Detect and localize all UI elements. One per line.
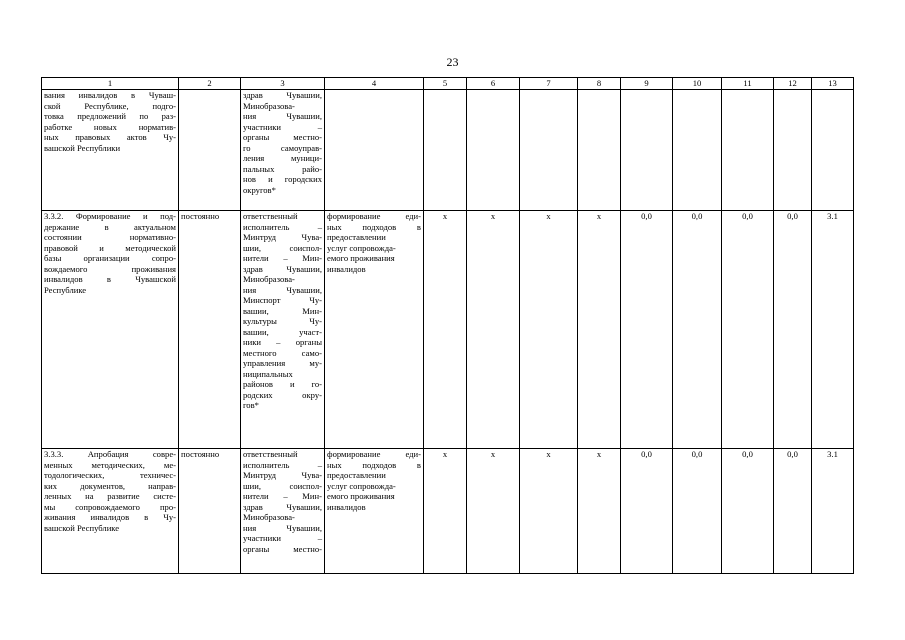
column-number-1: 1 bbox=[42, 78, 179, 90]
executors-line: управления му- bbox=[243, 358, 322, 368]
executors-line: ниципальных bbox=[243, 368, 293, 379]
event-description-line: Республике bbox=[44, 284, 87, 295]
deadline-cell: постоянно bbox=[179, 449, 241, 574]
value-cell-col-11: 0,0 bbox=[722, 449, 774, 574]
value-cell-col-6: х bbox=[467, 449, 520, 574]
executors-line: округов* bbox=[243, 184, 276, 195]
executors-line: нители – Мин- bbox=[243, 491, 322, 501]
event-description-line: состоянии нормативно- bbox=[44, 232, 176, 242]
executors-cell bbox=[241, 211, 325, 449]
page-number: 23 bbox=[446, 55, 459, 69]
column-number-10: 10 bbox=[673, 78, 722, 90]
event-description-cell bbox=[42, 90, 179, 211]
value-cell-col-13: 3.1 bbox=[812, 449, 854, 574]
executors-line: ответственный bbox=[243, 211, 298, 221]
executors-line: родских окру- bbox=[243, 389, 322, 400]
expected-result-line: ных подходов в bbox=[327, 459, 421, 470]
value-cell-col-13: 3.1 bbox=[812, 211, 854, 449]
event-description-line: 3.3.2. Формирование и под- bbox=[44, 211, 176, 221]
event-description-line: ных правовых актов Чу- bbox=[44, 132, 176, 142]
executors-line: участники – bbox=[243, 121, 322, 132]
event-description-line: живания инвалидов в Чу- bbox=[44, 512, 176, 522]
column-number-4: 4 bbox=[325, 78, 424, 90]
value-cell-col-8: х bbox=[578, 449, 621, 574]
value-cell-col-5: х bbox=[424, 211, 467, 449]
executors-line: ния Чувашии, bbox=[243, 522, 322, 533]
event-description-cell bbox=[42, 211, 179, 449]
executors-cell bbox=[241, 90, 325, 211]
expected-result-line: предоставлении bbox=[327, 470, 386, 480]
column-number-2: 2 bbox=[179, 78, 241, 90]
value-cell-col-12: 0,0 bbox=[774, 211, 812, 449]
executors-line: здрав Чувашии, bbox=[243, 263, 322, 274]
executors-line: органы местно- bbox=[243, 543, 322, 554]
value-cell-col-12 bbox=[774, 90, 812, 211]
executors-line: участники – bbox=[243, 533, 322, 543]
event-description-line: инвалидов в Чувашской bbox=[44, 274, 176, 284]
executors-line: го самоуправ- bbox=[243, 142, 322, 153]
event-description-line: вашской Республики bbox=[44, 142, 121, 153]
expected-result-line: формирование еди- bbox=[327, 449, 421, 459]
expected-result-line: услуг сопровожда- bbox=[327, 480, 396, 491]
executors-line: Минтруд Чува- bbox=[243, 232, 322, 242]
value-cell-col-8 bbox=[578, 90, 621, 211]
deadline-cell: постоянно bbox=[179, 211, 241, 449]
column-number-13: 13 bbox=[812, 78, 854, 90]
executors-line: шии, соиспол- bbox=[243, 480, 322, 491]
executors-line: культуры Чу- bbox=[243, 316, 322, 326]
executors-line: здрав Чувашии, bbox=[243, 501, 322, 512]
column-number-8: 8 bbox=[578, 78, 621, 90]
table-row bbox=[42, 211, 854, 449]
executors-line: ния Чувашии, bbox=[243, 111, 322, 121]
expected-result-line: ных подходов в bbox=[327, 221, 421, 232]
expected-result-cell bbox=[325, 90, 424, 211]
value-cell-col-8: х bbox=[578, 211, 621, 449]
event-description-line: работке новых норматив- bbox=[44, 121, 176, 132]
executors-line: здрав Чувашии, bbox=[243, 90, 322, 100]
executors-line: исполнитель – bbox=[243, 459, 322, 470]
executors-line: гов* bbox=[243, 400, 259, 410]
event-description-line: базы организации сопро- bbox=[44, 253, 176, 263]
deadline-cell bbox=[179, 90, 241, 211]
value-cell-col-9: 0,0 bbox=[621, 211, 673, 449]
executors-line: нители – Мин- bbox=[243, 253, 322, 263]
value-cell-col-11 bbox=[722, 90, 774, 211]
executors-line: органы местно- bbox=[243, 132, 322, 142]
table-row bbox=[42, 449, 854, 574]
value-cell-col-12: 0,0 bbox=[774, 449, 812, 574]
executors-line: Минобразова- bbox=[243, 274, 295, 284]
executors-line: ния Чувашии, bbox=[243, 284, 322, 295]
value-cell-col-10: 0,0 bbox=[673, 449, 722, 574]
value-cell-col-7 bbox=[520, 90, 578, 211]
event-description-line: держание в актуальном bbox=[44, 221, 176, 232]
value-cell-col-10 bbox=[673, 90, 722, 211]
column-number-5: 5 bbox=[424, 78, 467, 90]
event-description-line: менных методических, ме- bbox=[44, 459, 176, 470]
event-description-line: ленных на развитие систе- bbox=[44, 491, 176, 501]
program-table bbox=[41, 77, 854, 574]
executors-line: Минобразова- bbox=[243, 512, 295, 522]
expected-result-line: инвалидов bbox=[327, 263, 366, 274]
executors-line: местного само- bbox=[243, 347, 322, 358]
executors-cell bbox=[241, 449, 325, 574]
table-row bbox=[42, 90, 854, 211]
executors-line: пальных райо- bbox=[243, 163, 322, 174]
value-cell-col-5 bbox=[424, 90, 467, 211]
expected-result-cell bbox=[325, 449, 424, 574]
executors-line: шии, соиспол- bbox=[243, 242, 322, 253]
event-description-line: 3.3.3. Апробация совре- bbox=[44, 449, 176, 459]
event-description-line: правовой и методической bbox=[44, 242, 176, 253]
event-description-line: ской Республике, подго- bbox=[44, 100, 176, 111]
expected-result-line: емого проживания bbox=[327, 253, 395, 263]
event-description-cell bbox=[42, 449, 179, 574]
event-description-line: ких документов, направ- bbox=[44, 480, 176, 491]
expected-result-line: инвалидов bbox=[327, 501, 366, 512]
column-numbers-row bbox=[42, 78, 854, 90]
column-number-12: 12 bbox=[774, 78, 812, 90]
executors-line: вашии, участ- bbox=[243, 326, 322, 337]
expected-result-cell bbox=[325, 211, 424, 449]
event-description-line: тодологических, техничес- bbox=[44, 470, 176, 480]
event-description-line: вашской Республике bbox=[44, 522, 120, 533]
executors-line: ники – органы bbox=[243, 337, 322, 347]
value-cell-col-7: х bbox=[520, 211, 578, 449]
executors-line: ления муници- bbox=[243, 153, 322, 163]
value-cell-col-9 bbox=[621, 90, 673, 211]
value-cell-col-11: 0,0 bbox=[722, 211, 774, 449]
column-number-3: 3 bbox=[241, 78, 325, 90]
executors-line: вашии, Мин- bbox=[243, 305, 322, 316]
event-description-line: мы сопровождаемого про- bbox=[44, 501, 176, 512]
column-number-9: 9 bbox=[621, 78, 673, 90]
column-number-6: 6 bbox=[467, 78, 520, 90]
value-cell-col-5: х bbox=[424, 449, 467, 574]
executors-line: Минтруд Чува- bbox=[243, 470, 322, 480]
value-cell-col-13 bbox=[812, 90, 854, 211]
expected-result-line: услуг сопровожда- bbox=[327, 242, 396, 253]
value-cell-col-6: х bbox=[467, 211, 520, 449]
executors-line: Минобразова- bbox=[243, 100, 295, 111]
executors-line: Минспорт Чу- bbox=[243, 295, 322, 305]
value-cell-col-6 bbox=[467, 90, 520, 211]
event-description-line: вания инвалидов в Чуваш- bbox=[44, 90, 176, 100]
value-cell-col-9: 0,0 bbox=[621, 449, 673, 574]
event-description-line: товка предложений по раз- bbox=[44, 111, 176, 121]
executors-line: нов и городских bbox=[243, 174, 322, 184]
executors-line: районов и го- bbox=[243, 379, 322, 389]
column-number-7: 7 bbox=[520, 78, 578, 90]
column-number-11: 11 bbox=[722, 78, 774, 90]
executors-line: ответственный bbox=[243, 449, 298, 459]
executors-line: исполнитель – bbox=[243, 221, 322, 232]
expected-result-line: формирование еди- bbox=[327, 211, 421, 221]
expected-result-line: предоставлении bbox=[327, 232, 386, 242]
value-cell-col-7: х bbox=[520, 449, 578, 574]
event-description-line: вождаемого проживания bbox=[44, 263, 176, 274]
expected-result-line: емого проживания bbox=[327, 491, 395, 501]
value-cell-col-10: 0,0 bbox=[673, 211, 722, 449]
